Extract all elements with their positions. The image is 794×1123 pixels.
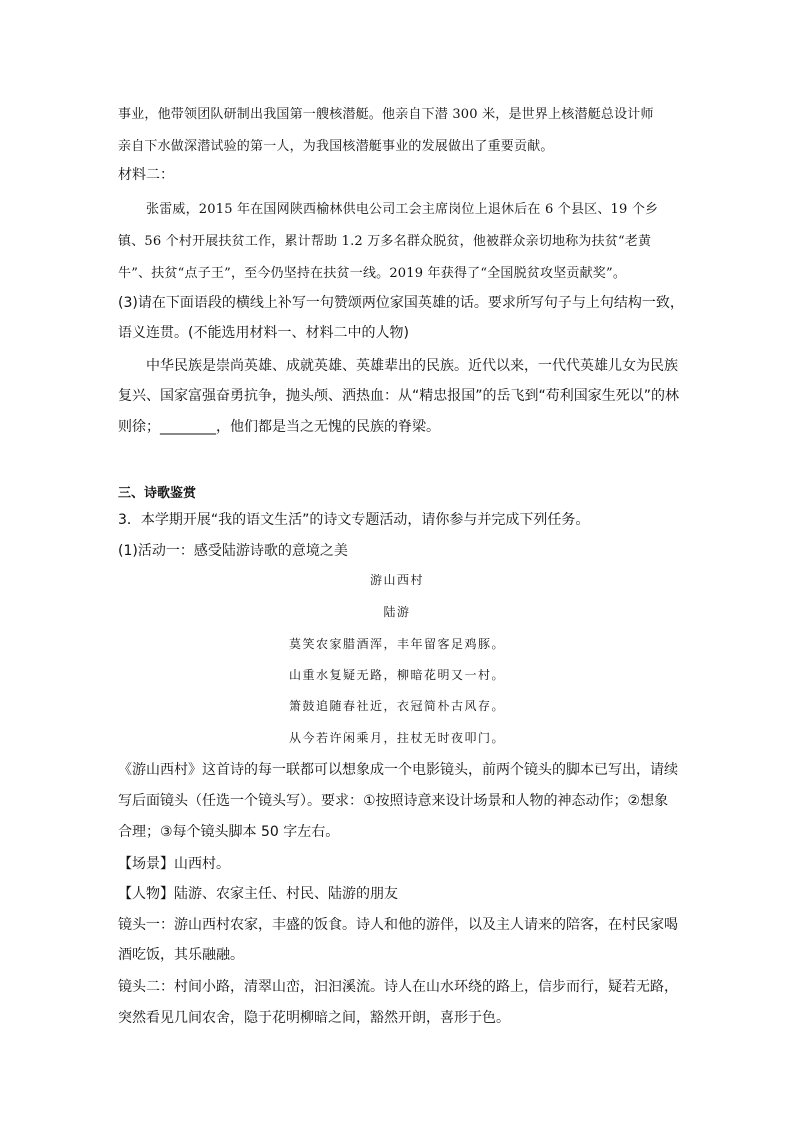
characters-label: 【人物】陆游、农家主任、村民、陆游的朋友 <box>118 886 398 902</box>
poem-title: 游山西村 <box>369 573 424 587</box>
question-3-prompt-line-2: 语义连贯。(不能选用材料一、材料二中的人物) <box>118 325 409 341</box>
material-two-line-2: 镇、56 个村开展扶贫工作，累计帮助 1.2 万多名群众脱贫，他被群众亲切地称为扶贫“老黄 <box>118 234 652 249</box>
shot-one-line-1: 镜头一：游山西村农家，丰盛的饭食。诗人和他的游伴，以及主人请来的陪客，在村民家喝 <box>118 917 678 933</box>
material-two-heading: 材料二： <box>118 167 174 183</box>
question-3-paragraph-line-3: 则徐；________，他们都是当之无愧的民族的脊梁。 <box>118 419 440 435</box>
question-3-intro: 3．本学期开展“我的语文生活”的诗文专题活动，请你参与并完成下列任务。 <box>118 512 590 528</box>
shot-two-line-2: 突然看见几间农舍，隐于花明柳暗之间，豁然开朗，喜形于色。 <box>118 1010 510 1026</box>
poem-line: 箫鼓追随春社近，衣冠简朴古风存。 <box>288 699 505 713</box>
question-3-prompt-line-1: (3)请在下面语段的横线上补写一句赞颂两位家国英雄的话。要求所写句子与上句结构一致， <box>118 295 684 311</box>
poem-author: 陆游 <box>383 605 411 619</box>
material-one-line-1: 事业，他带领团队研制出我国第一艘核潜艇。他亲自下潜 300 米，是世界上核潜艇总设计师 <box>118 107 654 122</box>
material-two-line-3: 牛”、扶贫“点子王”，至今仍坚持在扶贫一线。2019 年获得了“全国脱贫攻坚贡献奖”。 <box>118 266 627 281</box>
scene-label: 【场景】山西村。 <box>118 856 230 872</box>
material-two-line-1: 张雷威，2015 年在国网陕西榆林供电公司工会主席岗位上退休后在 6 个县区、19 个乡 <box>146 202 659 217</box>
question-3-paragraph-line-2: 复兴、国家富强奋勇抗争，抛头颅、洒热血：从“精忠报国”的岳飞到“苟利国家生死以”的林 <box>118 388 680 404</box>
poem-line: 从今若许闲乘月，拄杖无时夜叩门。 <box>288 731 505 745</box>
poem-line: 莫笑农家腊酒浑，丰年留客足鸡豚。 <box>288 637 505 651</box>
task-line-1: 《游山西村》这首诗的每一联都可以想象成一个电影镜头，前两个镜头的脚本已写出，请续 <box>118 762 678 778</box>
section-heading: 三、诗歌鉴赏 <box>118 486 197 501</box>
poem-line: 山重水复疑无路，柳暗花明又一村。 <box>288 668 505 682</box>
question-3-paragraph-line-1: 中华民族是崇尚英雄、成就英雄、英雄辈出的民族。近代以来，一代代英雄儿女为民族 <box>146 358 678 374</box>
activity-one: (1)活动一：感受陆游诗歌的意境之美 <box>118 543 348 559</box>
material-one-line-2: 亲自下水做深潜试验的第一人，为我国核潜艇事业的发展做出了重要贡献。 <box>118 139 554 154</box>
shot-two-line-1: 镜头二：村间小路，清翠山峦，汩汩溪流。诗人在山水环绕的路上，信步而行，疑若无路， <box>118 979 678 995</box>
task-line-2: 写后面镜头（任选一个镜头写）。要求：①按照诗意来设计场景和人物的神态动作；②想象 <box>118 793 669 809</box>
shot-one-line-2: 酒吃饭，其乐融融。 <box>118 947 244 963</box>
task-line-3: 合理；③每个镜头脚本 50 字左右。 <box>118 824 340 840</box>
